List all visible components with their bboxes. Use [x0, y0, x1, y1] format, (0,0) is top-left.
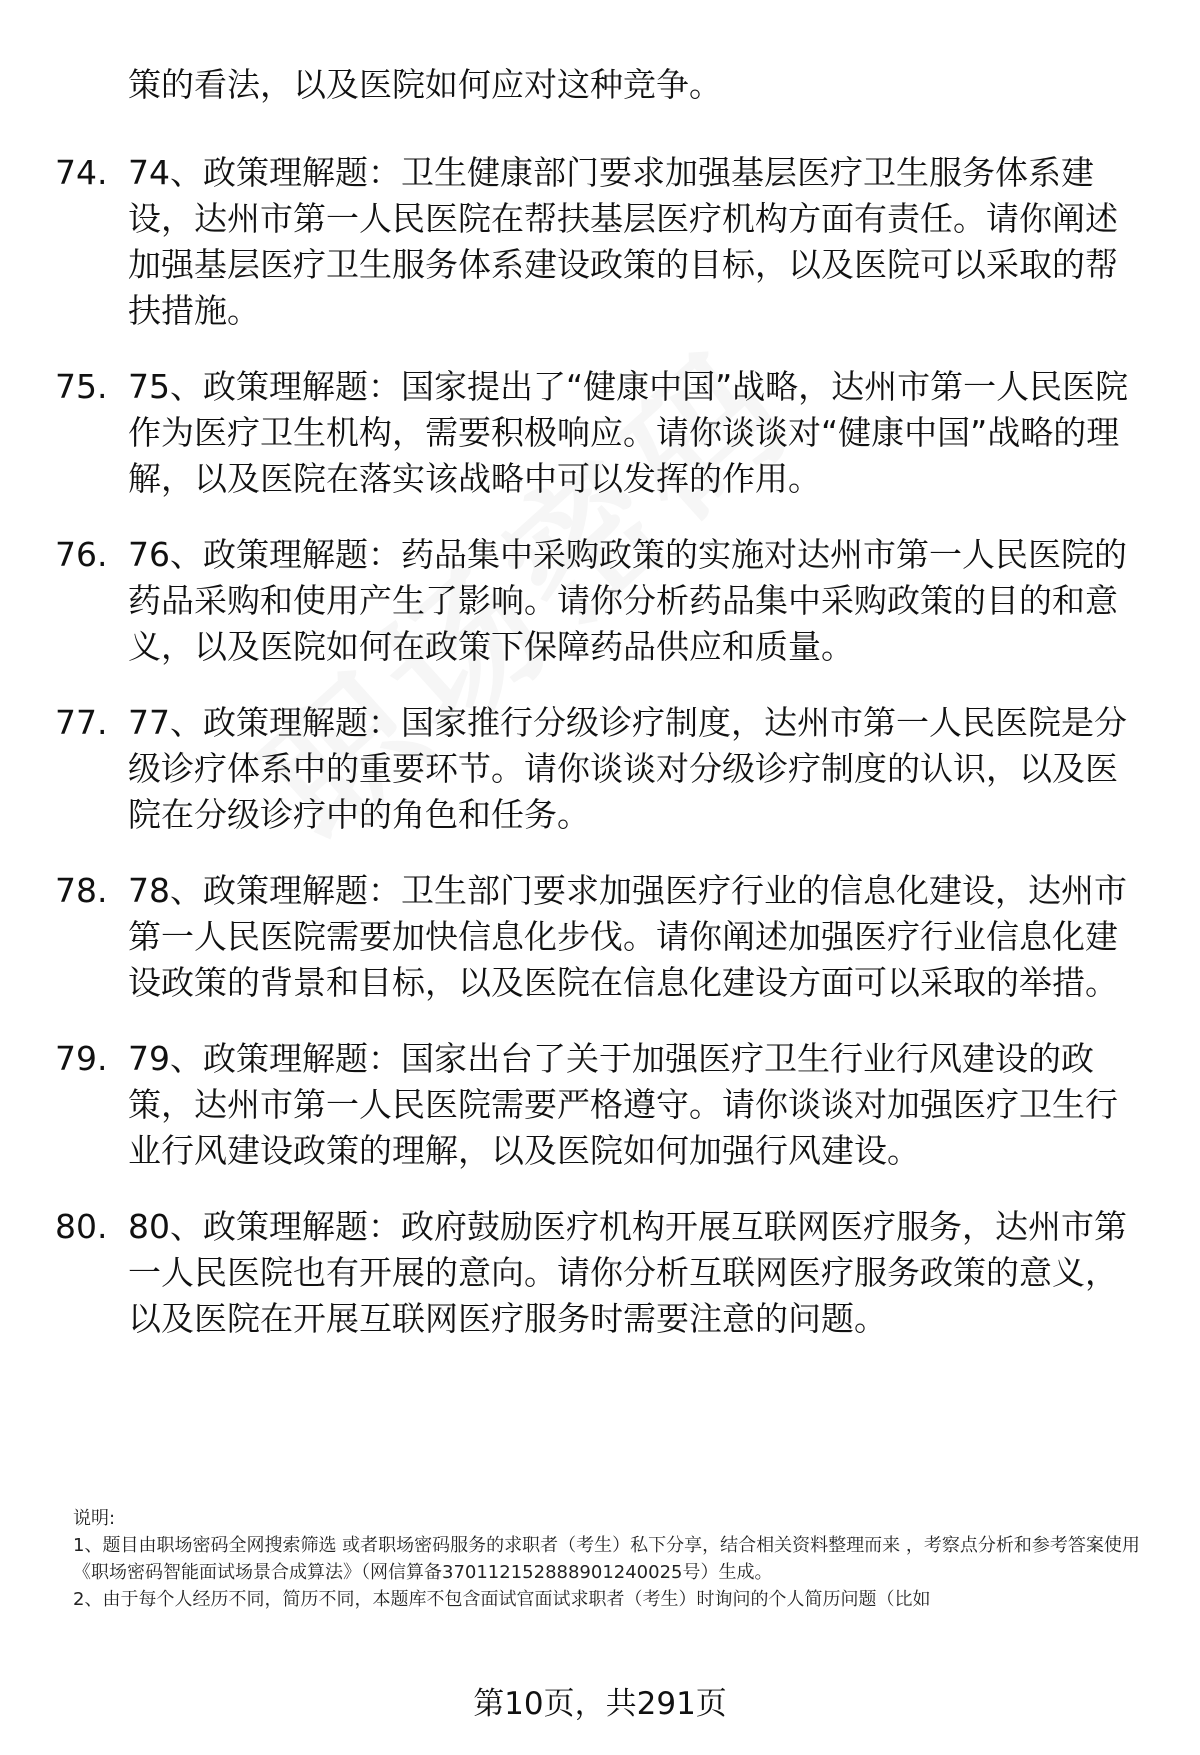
question-text: 80、政策理解题：政府鼓励医疗机构开展互联网医疗服务，达州市第一人民医院也有开展的意向。请你分析互联网医疗服务政策的意义，以及医院在开展互联网医疗服务时需要注意的问题。 — [128, 1207, 1127, 1338]
question-text: 77、政策理解题：国家推行分级诊疗制度，达州市第一人民医院是分级诊疗体系中的重要环节。请你谈谈对分级诊疗制度的认识，以及医院在分级诊疗中的角色和任务。 — [128, 703, 1127, 834]
notes-heading: 说明: — [73, 1508, 116, 1529]
question-number: 74. — [55, 153, 108, 192]
question-text: 76、政策理解题：药品集中采购政策的实施对达州市第一人民医院的药品采购和使用产生了影响。请你分析药品集中采购政策的目的和意义，以及医院如何在政策下保障药品供应和质量。 — [128, 535, 1127, 666]
question-item — [0, 1036, 1200, 1174]
question-item — [0, 150, 1200, 334]
question-number: 77. — [55, 703, 108, 742]
question-number: 78. — [55, 871, 108, 910]
question-list — [0, 150, 1200, 1372]
question-item — [0, 700, 1200, 838]
question-text: 78、政策理解题：卫生部门要求加强医疗行业的信息化建设，达州市第一人民医院需要加快信息化步伐。请你阐述加强医疗行业信息化建设政策的背景和目标，以及医院在信息化建设方面可以采取的举措。 — [128, 871, 1127, 1002]
question-number: 76. — [55, 535, 108, 574]
continued-question-text: 策的看法，以及医院如何应对这种竞争。 — [128, 65, 722, 104]
note-item: 1、题目由职场密码全网搜索筛选 或者职场密码服务的求职者（考生）私下分享，结合相关资料整理而来 ，考察点分析和参考答案使用《职场密码智能面试场景合成算法》（网信算备370112152888901240025号）生成。 — [73, 1535, 1140, 1583]
question-text: 79、政策理解题：国家出台了关于加强医疗卫生行业行风建设的政策，达州市第一人民医院需要严格遵守。请你谈谈对加强医疗卫生行业行风建设政策的理解，以及医院如何加强行风建设。 — [128, 1039, 1118, 1170]
question-item — [0, 364, 1200, 502]
question-text: 75、政策理解题：国家提出了“健康中国”战略，达州市第一人民医院作为医疗卫生机构，需要积极响应。请你谈谈对“健康中国”战略的理解，以及医院在落实该战略中可以发挥的作用。 — [128, 367, 1129, 498]
question-item — [0, 1204, 1200, 1342]
question-item — [0, 868, 1200, 1006]
question-text: 74、政策理解题：卫生健康部门要求加强基层医疗卫生服务体系建设，达州市第一人民医院在帮扶基层医疗机构方面有责任。请你阐述加强基层医疗卫生服务体系建设政策的目标，以及医院可以采取的帮扶措施。 — [128, 153, 1118, 330]
question-number: 75. — [55, 367, 108, 406]
page-number: 第10页，共291页 — [473, 1686, 727, 1722]
question-number: 80. — [55, 1207, 108, 1246]
note-item: 2、由于每个人经历不同，简历不同，本题库不包含面试官面试求职者（考生）时询问的个人简历问题（比如 — [73, 1589, 931, 1610]
question-number: 79. — [55, 1039, 108, 1078]
notes-section — [73, 1505, 1143, 1613]
question-item — [0, 532, 1200, 670]
